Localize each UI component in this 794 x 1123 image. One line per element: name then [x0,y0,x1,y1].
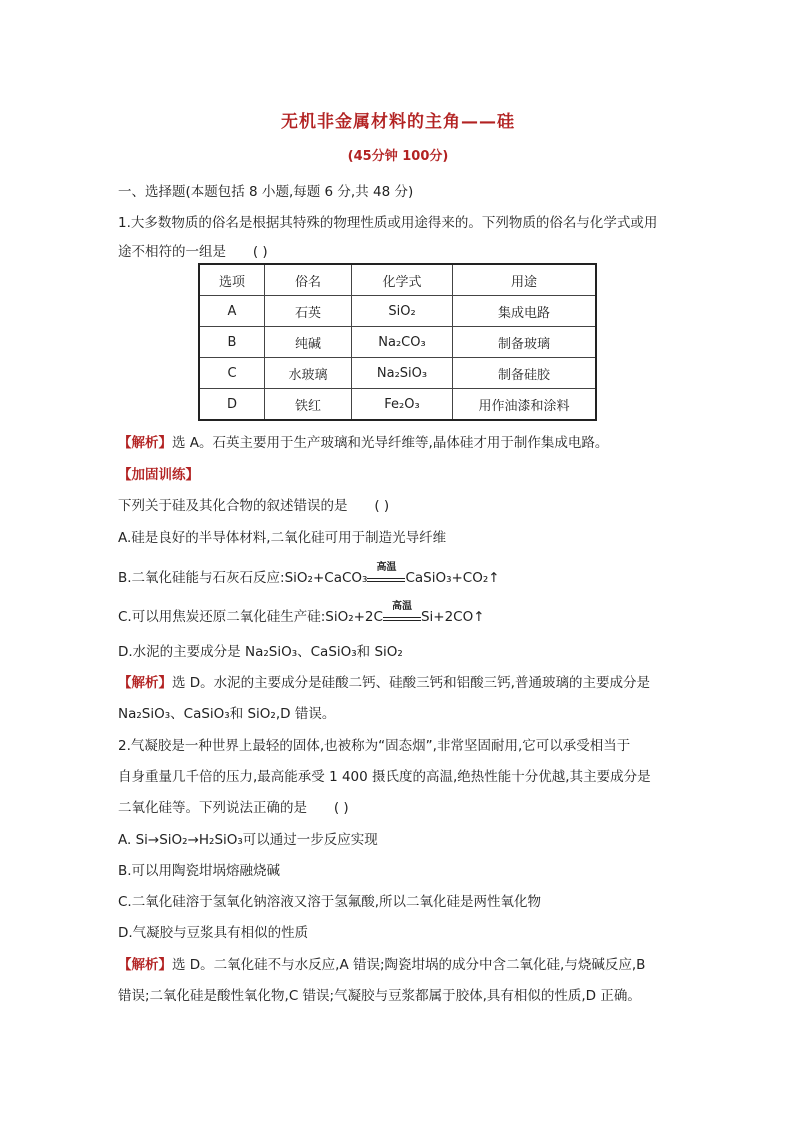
q1-analysis [118,431,608,451]
q2-option-a: A. Si→SiO₂→H₂SiO₃可以通过一步反应实现 [118,832,378,848]
condition-label: 高温 [376,562,397,573]
reaction-condition [383,601,421,621]
extra-answer-blank: ( ) [374,498,390,514]
extra-stem-text: 下列关于硅及其化合物的叙述错误的是 [118,498,348,514]
table-cell: 铁红 [265,389,352,421]
q2-analysis-line1 [118,953,645,973]
table-cell: Na₂CO₃ [352,327,453,358]
option-b-right: CaSiO₃+CO₂↑ [405,570,500,586]
analysis-text: 选 A。石英主要用于生产玻璃和光导纤维等,晶体硅才用于制作集成电路。 [172,435,609,451]
q2-stem-text: 二氧化硅等。下列说法正确的是 [118,800,307,816]
table-cell: SiO₂ [352,296,453,327]
table-header-row [199,264,596,296]
q2-stem-line2: 自身重量几千倍的压力,最高能承受 1 400 摄氏度的高温,绝热性能十分优越,其主要成分是 [118,769,651,785]
q1-answer-blank: ( ) [252,244,268,260]
extra-option-d: D.水泥的主要成分是 Na₂SiO₃、CaSiO₃和 SiO₂ [118,644,403,660]
table-cell: D [199,389,265,421]
equals-sign [383,617,421,621]
table-header-cell: 选项 [199,264,265,296]
q1-options-table [198,263,597,421]
extra-option-a: A.硅是良好的半导体材料,二氧化硅可用于制造光导纤维 [118,530,447,546]
table-cell: 水玻璃 [265,358,352,389]
extra-stem [118,494,412,514]
q1-stem-line1: 1.大多数物质的俗名是根据其特殊的物理性质或用途得来的。下列物质的俗名与化学式或用 [118,215,658,231]
q2-analysis-line2: 错误;二氧化硅是酸性氧化物,C 错误;气凝胶与豆浆都属于胶体,具有相似的性质,D 正确。 [118,988,641,1004]
q2-stem-line3 [118,796,371,816]
extra-analysis-line2: Na₂SiO₃、CaSiO₃和 SiO₂,D 错误。 [118,706,336,722]
table-header-cell: 化学式 [352,264,453,296]
analysis-text: 选 D。水泥的主要成分是硅酸二钙、硅酸三钙和铝酸三钙,普通玻璃的主要成分是 [172,675,650,691]
q2-option-d: D.气凝胶与豆浆具有相似的性质 [118,925,309,941]
q2-option-b: B.可以用陶瓷坩埚熔融烧碱 [118,863,281,879]
analysis-tag: 【解析】 [118,957,172,973]
reaction-condition [367,562,405,582]
table-cell: 用作油漆和涂料 [453,389,597,421]
condition-label: 高温 [391,601,412,612]
table-row [199,327,596,358]
table-cell: 制备玻璃 [453,327,597,358]
q1-stem-line2 [118,240,290,260]
table-cell: 纯碱 [265,327,352,358]
table-cell: 石英 [265,296,352,327]
analysis-tag: 【解析】 [118,675,172,691]
extra-option-c [118,601,485,625]
section-heading: 一、选择题(本题包括 8 小题,每题 6 分,共 48 分) [118,184,414,200]
table-row [199,296,596,327]
analysis-text: 选 D。二氧化硅不与水反应,A 错误;陶瓷坩埚的成分中含二氧化硅,与烧碱反应,B [172,957,646,973]
option-c-left: C.可以用焦炭还原二氧化硅生产硅:SiO₂+2C [118,609,383,625]
table-cell: Fe₂O₃ [352,389,453,421]
table-row [199,358,596,389]
q2-answer-blank: ( ) [333,800,349,816]
table-header-cell: 俗名 [265,264,352,296]
reinforcement-tag: 【加固训练】 [118,467,199,483]
extra-option-b [118,562,500,586]
table-cell: A [199,296,265,327]
table-cell: 制备硅胶 [453,358,597,389]
table-header-cell: 用途 [453,264,597,296]
table-cell: 集成电路 [453,296,597,327]
table-cell: B [199,327,265,358]
q2-stem-line1: 2.气凝胶是一种世界上最轻的固体,也被称为“固态烟”,非常坚固耐用,它可以承受相当于 [118,738,631,754]
extra-analysis-line1 [118,671,650,691]
q2-option-c: C.二氧化硅溶于氢氧化钠溶液又溶于氢氟酸,所以二氧化硅是两性氧化物 [118,894,542,910]
option-b-left: B.二氧化硅能与石灰石反应:SiO₂+CaCO₃ [118,570,368,586]
page-title: 无机非金属材料的主角——硅 [281,112,515,132]
option-c-right: Si+2CO↑ [420,609,485,625]
page-subtitle: (45分钟 100分) [347,149,449,164]
q1-stem-text: 途不相符的一组是 [118,244,226,260]
equals-sign [367,578,405,582]
analysis-tag: 【解析】 [118,435,172,451]
table-cell: C [199,358,265,389]
table-row [199,389,596,421]
table-cell: Na₂SiO₃ [352,358,453,389]
